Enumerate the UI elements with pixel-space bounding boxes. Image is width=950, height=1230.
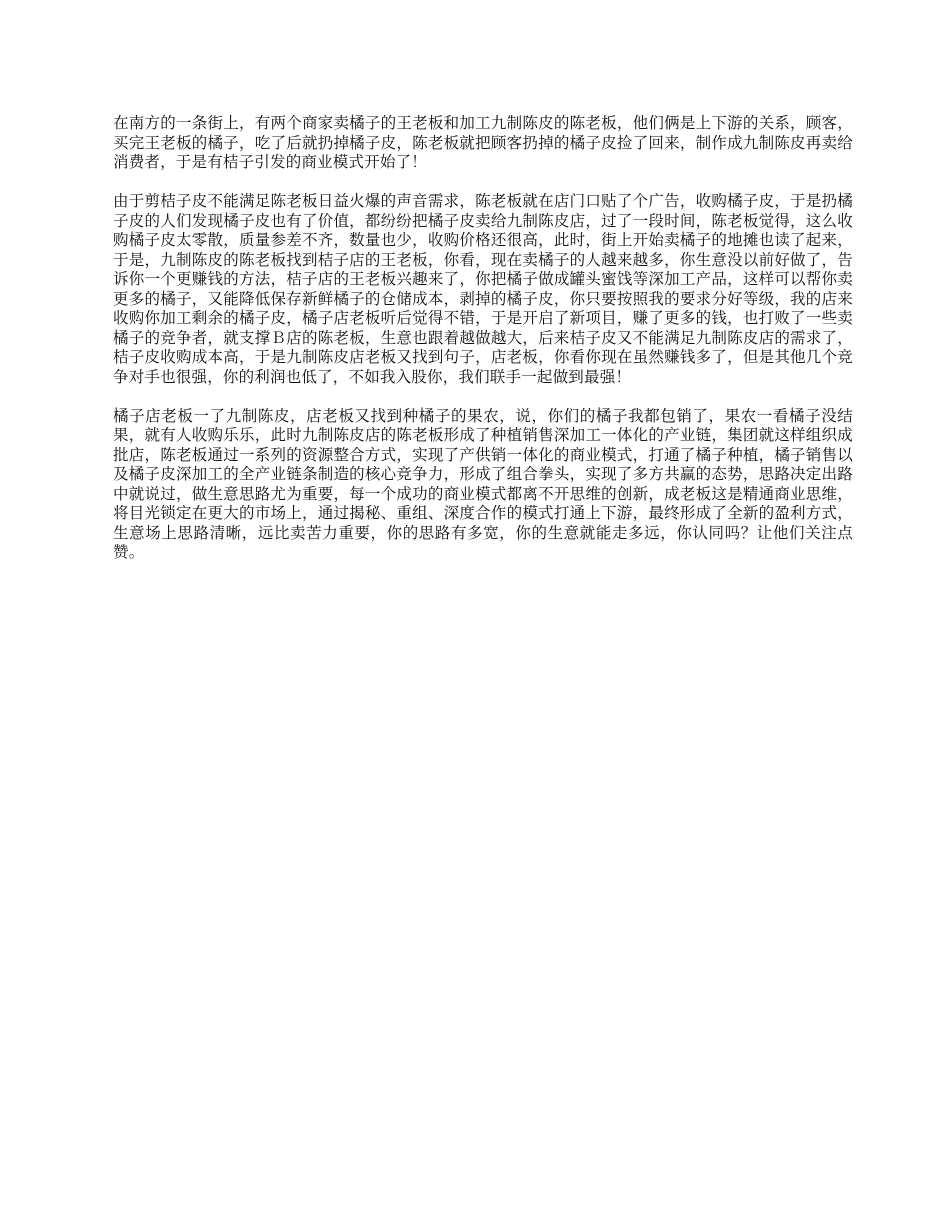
paragraph-2: 由于剪桔子皮不能满足陈老板日益火爆的声音需求，陈老板就在店门口贴了个广告，收购橘子皮，于是扔橘子皮的人们发现橘子皮也有了价值，都纷纷把橘子皮卖给九制陈皮店，过了一段时间，陈老板觉得，这么收购橘子皮太零散，质量参差不齐，数量也少，收购价格还很高，此时，街上开始卖橘子的地摊也读了起来，于是，九制陈皮的陈老板找到桔子店的王老板，你看，现在卖橘子的人越来越多，你生意没以前好做了，告诉你一个更赚钱的方法，桔子店的王老板兴趣来了，你把橘子做成罐头蜜饯等深加工产品，这样可以帮你卖更多的橘子，又能降低保存新鲜橘子的仓储成本，剥掉的橘子皮，你只要按照我的要求分好等级，我的店来收购你加工剩余的橘子皮，橘子店老板听后觉得不错，于是开启了新项目，赚了更多的钱，也打败了一些卖橘子的竞争者，就支撑Ｂ店的陈老板，生意也跟着越做越大，后来桔子皮又不能满足九制陈皮店的需求了，桔子皮收购成本高，于是九制陈皮店老板又找到句子，店老板，你看你现在虽然赚钱多了，但是其他几个竞争对手也很强，你的利润也低了，不如我入股你，我们联手一起做到最强！ (113, 192, 853, 386)
document-body (113, 114, 853, 582)
paragraph-1: 在南方的一条街上，有两个商家卖橘子的王老板和加工九制陈皮的陈老板，他们俩是上下游的关系，顾客，买完王老板的橘子，吃了后就扔掉橘子皮，陈老板就把顾客扔掉的橘子皮捡了回来，制作成九制陈皮再卖给消费者，于是有桔子引发的商业模式开始了！ (113, 114, 853, 171)
paragraph-3: 橘子店老板一了九制陈皮，店老板又找到种橘子的果农，说，你们的橘子我都包销了，果农一看橘子没结果，就有人收购乐乐，此时九制陈皮店的陈老板形成了种植销售深加工一体化的产业链，集团就这样组织成批店，陈老板通过一系列的资源整合方式，实现了产供销一体化的商业模式，打通了橘子种植，橘子销售以及橘子皮深加工的全产业链条制造的核心竞争力，形成了组合拳头，实现了多方共赢的态势，思路决定出路中就说过，做生意思路尤为重要，每一个成功的商业模式都离不开思维的创新，成老板这是精通商业思维，将目光锁定在更大的市场上，通过揭秘、重组、深度合作的模式打通上下游，最终形成了全新的盈利方式，生意场上思路清晰，远比卖苦力重要，你的思路有多宽，你的生意就能走多远，你认同吗？让他们关注点赞。 (113, 406, 853, 561)
